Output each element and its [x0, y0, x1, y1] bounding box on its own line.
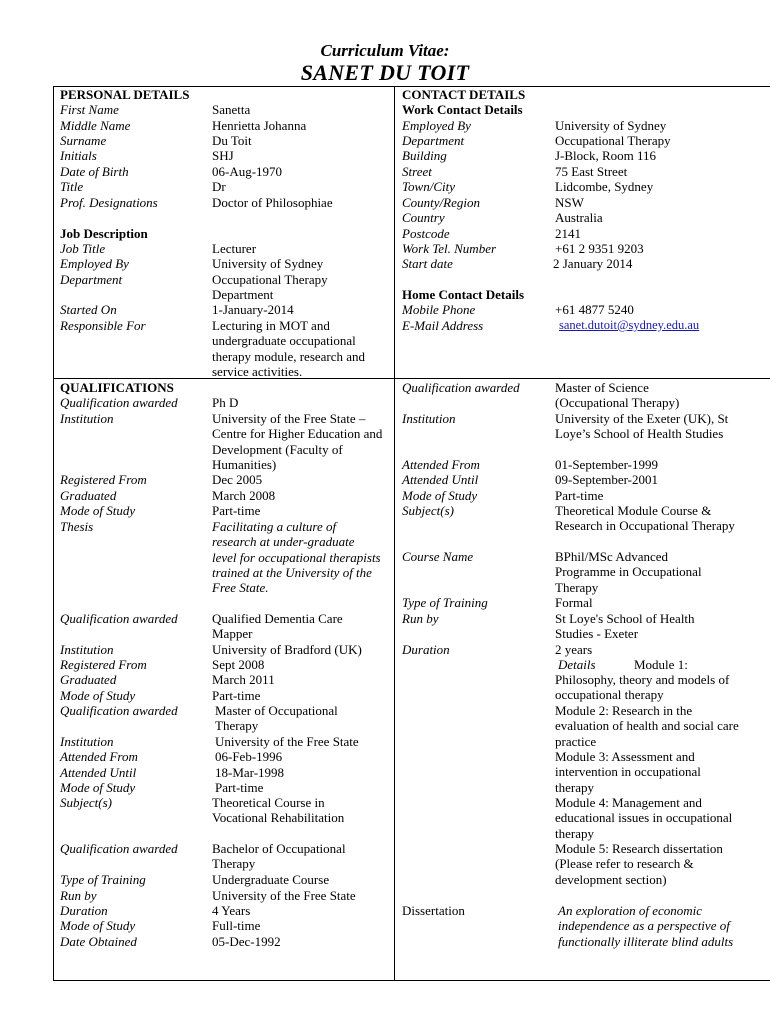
dementia-institution-label: Institution — [60, 642, 114, 657]
dementia-qualification-value: Qualified Dementia Care Mapper — [212, 611, 343, 642]
phd-graduated-value: March 2008 — [212, 488, 276, 503]
work-contact-heading: Work Contact Details — [402, 102, 523, 117]
county-region-label: County/Region — [402, 195, 480, 210]
county-region-value: NSW — [555, 195, 584, 210]
bot-qualification-label: Qualification awarded — [60, 841, 178, 856]
phd-graduated-label: Graduated — [60, 488, 117, 503]
title-value: Dr — [212, 179, 226, 194]
building-label: Building — [402, 148, 447, 163]
job-title-label: Job Title — [60, 241, 106, 256]
bphil-module2-text: Module 2: Research in the evaluation of health and social care practice — [555, 703, 739, 749]
table-border-center — [394, 86, 395, 981]
phd-registered-value: Dec 2005 — [212, 472, 263, 487]
first-name-value: Sanetta — [212, 102, 251, 117]
mot-mode-label: Mode of Study — [60, 780, 136, 795]
job-employed-by-label: Employed By — [60, 256, 129, 271]
msc-from-value: 01-September-1999 — [555, 457, 658, 472]
msc-qualification-label: Qualification awarded — [402, 380, 520, 395]
building-value: J-Block, Room 116 — [555, 148, 656, 163]
bot-run-label: Run by — [60, 888, 97, 903]
msc-institution-label: Institution — [402, 411, 456, 426]
bot-mode-label: Mode of Study — [60, 918, 136, 933]
dementia-registered-value: Sept 2008 — [212, 657, 265, 672]
phd-registered-label: Registered From — [60, 472, 147, 487]
phd-thesis-value: Facilitating a culture of research at under-graduate level for occupational therapists trained at the University of the Free State. — [212, 519, 381, 596]
prof-designations-label: Prof. Designations — [60, 195, 158, 210]
dementia-graduated-value: March 2011 — [212, 672, 275, 687]
initials-label: Initials — [60, 148, 97, 163]
dementia-graduated-label: Graduated — [60, 672, 117, 687]
job-employed-by-value: University of Sydney — [212, 256, 324, 271]
email-address-label: E-Mail Address — [402, 318, 484, 333]
work-department-label: Department — [402, 133, 465, 148]
dob-value: 06-Aug-1970 — [212, 164, 283, 179]
mobile-phone-value: +61 4877 5240 — [555, 302, 634, 317]
msc-from-label: Attended From — [402, 457, 480, 472]
work-employed-by-value: University of Sydney — [555, 118, 667, 133]
mot-institution-label: Institution — [60, 734, 114, 749]
mot-mode-value: Part-time — [215, 780, 264, 795]
dementia-qualification-label: Qualification awarded — [60, 611, 178, 626]
title-label: Title — [60, 179, 84, 194]
town-city-label: Town/City — [402, 179, 455, 194]
dissertation-value: An exploration of economic independence as a perspective of functionally illiterate blind adults — [558, 903, 734, 949]
bphil-run-value: St Loye's School of Health Studies - Exeter — [555, 611, 695, 642]
country-label: Country — [402, 210, 445, 225]
mot-until-label: Attended Until — [60, 765, 137, 780]
cv-name: SANET DU TOIT — [300, 60, 470, 85]
dementia-mode-label: Mode of Study — [60, 688, 136, 703]
bphil-type-value: Formal — [555, 595, 593, 610]
bphil-module1-text: Philosophy, theory and models of occupational therapy — [555, 672, 730, 703]
bot-mode-value: Full-time — [212, 918, 261, 933]
surname-value: Du Toit — [212, 133, 252, 148]
msc-subject-value: Theoretical Module Course & Research in Occupational Therapy — [555, 503, 735, 534]
table-border-left — [53, 86, 54, 981]
dementia-institution-value: University of Bradford (UK) — [212, 642, 362, 657]
job-department-value: Occupational Therapy Department — [212, 272, 328, 303]
bphil-details-label: Details — [558, 657, 596, 672]
initials-value: SHJ — [212, 148, 234, 163]
mot-institution-value: University of the Free State — [215, 734, 359, 749]
msc-mode-value: Part-time — [555, 488, 604, 503]
msc-until-label: Attended Until — [402, 472, 479, 487]
work-department-value: Occupational Therapy — [555, 133, 671, 148]
mot-qualification-label: Qualification awarded — [60, 703, 178, 718]
start-date-value: 2 January 2014 — [553, 256, 633, 271]
country-value: Australia — [555, 210, 603, 225]
started-on-label: Started On — [60, 302, 117, 317]
mot-from-label: Attended From — [60, 749, 138, 764]
msc-until-value: 09-September-2001 — [555, 472, 658, 487]
bot-type-label: Type of Training — [60, 872, 146, 887]
dob-label: Date of Birth — [60, 164, 129, 179]
phd-mode-label: Mode of Study — [60, 503, 136, 518]
bphil-module1-heading: Module 1: — [634, 657, 688, 672]
phd-mode-value: Part-time — [212, 503, 261, 518]
dementia-registered-label: Registered From — [60, 657, 147, 672]
town-city-value: Lidcombe, Sydney — [555, 179, 654, 194]
dissertation-label: Dissertation — [402, 903, 465, 918]
mobile-phone-label: Mobile Phone — [402, 302, 476, 317]
middle-name-value: Henrietta Johanna — [212, 118, 307, 133]
surname-label: Surname — [60, 133, 107, 148]
street-value: 75 East Street — [555, 164, 628, 179]
bphil-module3-text: Module 3: Assessment and intervention in occupational therapy — [555, 749, 701, 795]
bot-date-label: Date Obtained — [60, 934, 137, 949]
work-tel-value: +61 2 9351 9203 — [555, 241, 644, 256]
bphil-type-label: Type of Training — [402, 595, 488, 610]
bot-qualification-value: Bachelor of Occupational Therapy — [212, 841, 346, 872]
postcode-value: 2141 — [555, 226, 581, 241]
bot-date-value: 05-Dec-1992 — [212, 934, 281, 949]
table-border-mid — [53, 378, 770, 379]
msc-mode-label: Mode of Study — [402, 488, 478, 503]
mot-subject-value: Theoretical Course in Vocational Rehabilitation — [212, 795, 345, 826]
phd-institution-value: University of the Free State – Centre for Higher Education and Development (Faculty of Humanities) — [212, 411, 383, 473]
msc-institution-value: University of the Exeter (UK), St Loye’s School of Health Studies — [555, 411, 729, 442]
bot-type-value: Undergraduate Course — [212, 872, 330, 887]
bphil-duration-label: Duration — [402, 642, 450, 657]
street-label: Street — [402, 164, 432, 179]
responsible-for-value: Lecturing in MOT and undergraduate occupational therapy module, research and service activities. — [212, 318, 366, 380]
phd-qualification-label: Qualification awarded — [60, 395, 178, 410]
job-description-heading: Job Description — [60, 226, 148, 241]
started-on-value: 1-January-2014 — [212, 302, 294, 317]
cv-heading: Curriculum Vitae: — [320, 41, 450, 60]
work-tel-label: Work Tel. Number — [402, 241, 497, 256]
first-name-label: First Name — [60, 102, 119, 117]
mot-qualification-value: Master of Occupational Therapy — [215, 703, 338, 734]
dementia-mode-value: Part-time — [212, 688, 261, 703]
msc-subject-label: Subject(s) — [402, 503, 454, 518]
mot-until-value: 18-Mar-1998 — [215, 765, 285, 780]
bphil-course-label: Course Name — [402, 549, 474, 564]
job-department-label: Department — [60, 272, 123, 287]
bphil-module4-text: Module 4: Management and educational issues in occupational therapy — [555, 795, 733, 841]
contact-details-heading: CONTACT DETAILS — [402, 87, 526, 102]
bphil-duration-value: 2 years — [555, 642, 593, 657]
bphil-run-label: Run by — [402, 611, 439, 626]
prof-designations-value: Doctor of Philosophiae — [212, 195, 333, 210]
work-employed-by-label: Employed By — [402, 118, 471, 133]
phd-qualification-value: Ph D — [212, 395, 239, 410]
bphil-course-value: BPhil/MSc Advanced Programme in Occupational Therapy — [555, 549, 702, 595]
home-contact-heading: Home Contact Details — [402, 287, 525, 302]
table-border-bottom — [53, 980, 770, 981]
bot-duration-value: 4 Years — [212, 903, 251, 918]
responsible-for-label: Responsible For — [60, 318, 146, 333]
mot-from-value: 06-Feb-1996 — [215, 749, 283, 764]
start-date-label: Start date — [402, 256, 453, 271]
mot-subject-label: Subject(s) — [60, 795, 112, 810]
personal-details-heading: PERSONAL DETAILS — [60, 87, 190, 102]
job-title-value: Lecturer — [212, 241, 257, 256]
bphil-module5-text: Module 5: Research dissertation (Please refer to research & development section) — [555, 841, 723, 887]
qualifications-heading: QUALIFICATIONS — [60, 380, 174, 395]
bot-run-value: University of the Free State — [212, 888, 356, 903]
postcode-label: Postcode — [402, 226, 450, 241]
bot-duration-label: Duration — [60, 903, 108, 918]
phd-thesis-label: Thesis — [60, 519, 94, 534]
msc-qualification-value: Master of Science (Occupational Therapy) — [555, 380, 680, 411]
middle-name-label: Middle Name — [60, 118, 131, 133]
phd-institution-label: Institution — [60, 411, 114, 426]
email-link[interactable]: sanet.dutoit@sydney.edu.au — [559, 318, 700, 332]
